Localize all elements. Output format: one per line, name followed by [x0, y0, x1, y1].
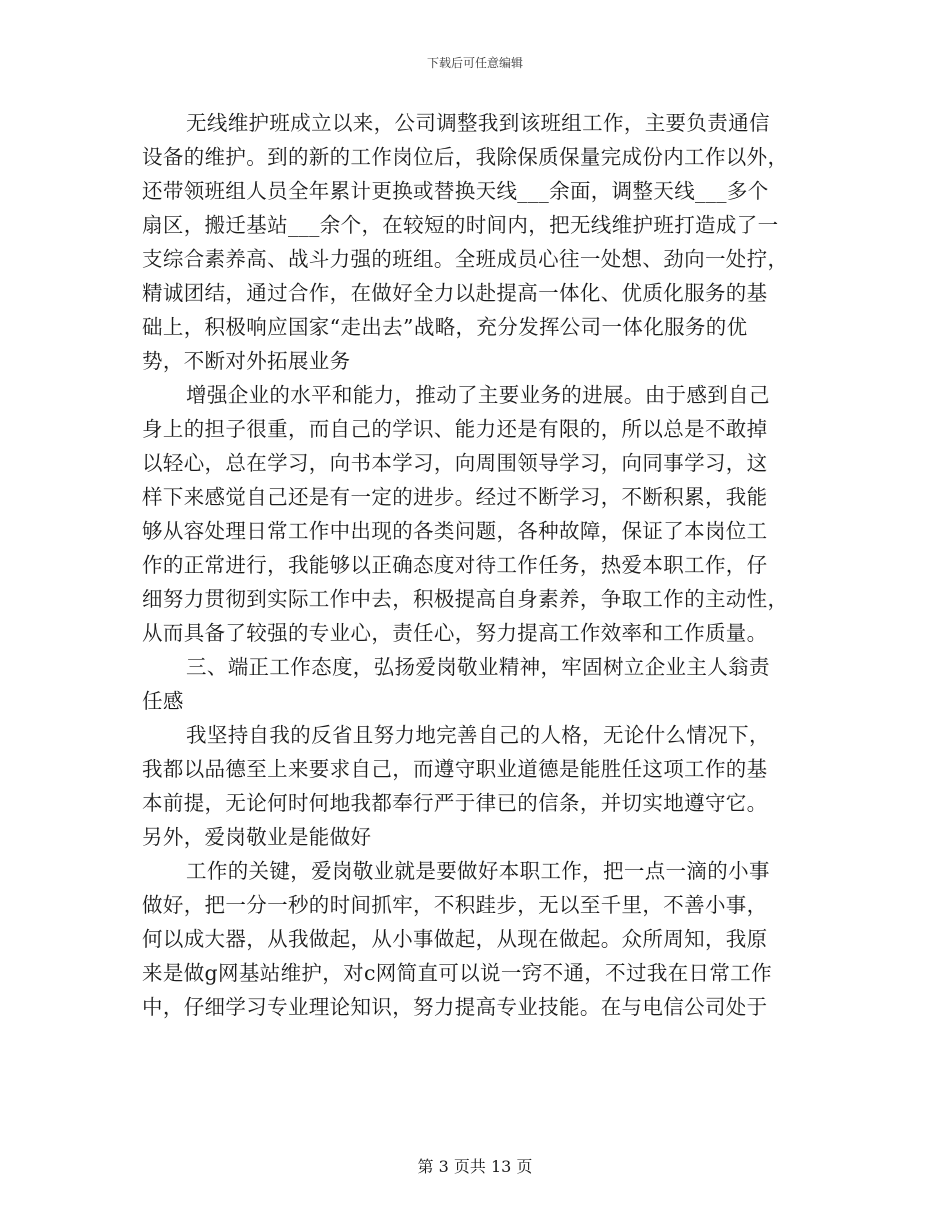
text-line: 来是做g网基站维护，对c网简直可以说一窍不通，不过我在日常工作	[142, 961, 772, 985]
text-line: 做好，把一分一秒的时间抓牢，不积跬步，无以至千里，不善小事，	[142, 893, 768, 917]
text-line: 还带领班组人员全年累计更换或替换天线___余面，调整天线___多个	[142, 179, 769, 203]
page-number: 第 3 页共 13 页	[417, 1157, 533, 1176]
text-line: 另外，爱岗敬业是能做好	[142, 825, 372, 849]
text-line: 细努力贯彻到实际工作中去，积极提高自身素养，争取工作的主动性，	[142, 587, 789, 611]
text-line: 我坚持自我的反省且努力地完善自己的人格，无论什么情况下，	[186, 723, 770, 747]
text-line: 设备的维护。到的新的工作岗位后，我除保质保量完成份内工作以外，	[142, 145, 789, 169]
text-line: 从而具备了较强的专业心，责任心，努力提高工作效率和工作质量。	[142, 621, 768, 645]
text-line: 作的正常进行，我能够以正确态度对待工作任务，热爱本职工作，仔	[142, 553, 768, 577]
text-line: 势，不断对外拓展业务	[142, 349, 351, 373]
text-line: 中，仔细学习专业理论知识，努力提高专业技能。在与电信公司处于	[142, 995, 768, 1019]
text-line: 础上，积极响应国家“走出去”战略，充分发挥公司一体化服务的优	[142, 315, 748, 339]
text-line: 何以成大器，从我做起，从小事做起，从现在做起。众所周知，我原	[142, 927, 768, 951]
text-line: 增强企业的水平和能力，推动了主要业务的进展。由于感到自己	[186, 383, 770, 407]
text-line: 身上的担子很重，而自己的学识、能力还是有限的，所以总是不敢掉	[142, 417, 768, 441]
text-line: 支综合素养高、战斗力强的班组。全班成员心往一处想、劲向一处拧，	[142, 247, 789, 271]
section-heading: 任感	[142, 689, 184, 713]
text-line: 我都以品德至上来要求自己，而遵守职业道德是能胜任这项工作的基	[142, 757, 768, 781]
text-line: 样下来感觉自己还是有一定的进步。经过不断学习，不断积累，我能	[142, 485, 768, 509]
text-line: 无线维护班成立以来，公司调整我到该班组工作，主要负责通信	[186, 111, 770, 135]
text-line: 工作的关键，爱岗敬业就是要做好本职工作，把一点一滴的小事	[186, 859, 770, 883]
page-header: 下载后可任意编辑	[426, 56, 523, 70]
text-line: 扇区，搬迁基站___余个，在较短的时间内，把无线维护班打造成了一	[142, 213, 779, 237]
text-line: 够从容处理日常工作中出现的各类问题，各种故障，保证了本岗位工	[142, 519, 768, 543]
text-line: 精诚团结，通过合作，在做好全力以赴提高一体化、优质化服务的基	[142, 281, 768, 305]
text-line: 以轻心，总在学习，向书本学习，向周围领导学习，向同事学习，这	[142, 451, 768, 475]
section-heading: 三、端正工作态度，弘扬爱岗敬业精神，牢固树立企业主人翁责	[186, 655, 770, 679]
document-body	[142, 106, 806, 1024]
text-line: 本前提，无论何时何地我都奉行严于律已的信条，并切实地遵守它。	[142, 791, 768, 815]
